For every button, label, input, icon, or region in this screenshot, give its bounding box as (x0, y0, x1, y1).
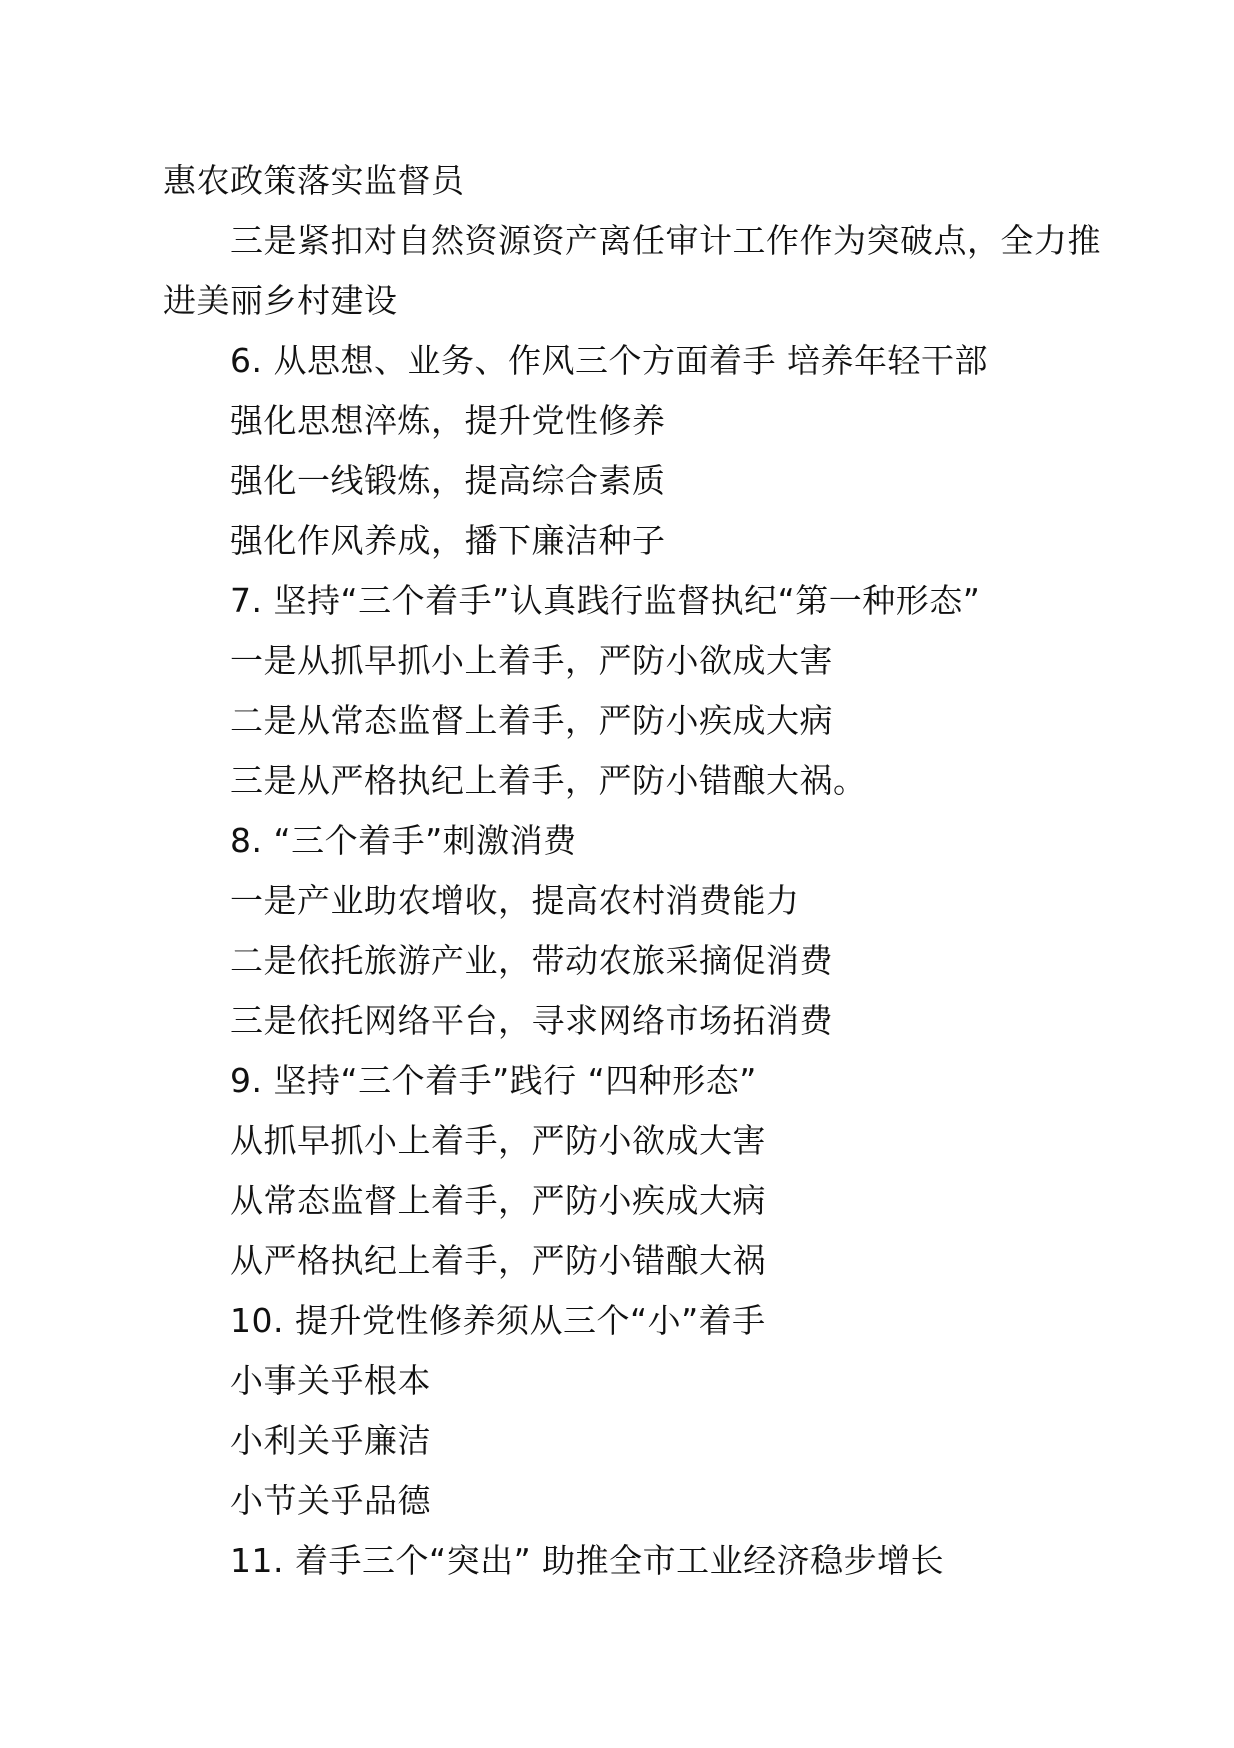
text-line: 二是从常态监督上着手，严防小疾成大病 (230, 701, 833, 740)
heading-10: 10. 提升党性修养须从三个“小”着手 (230, 1301, 766, 1340)
text-line: 三是依托网络平台，寻求网络市场拓消费 (230, 1001, 833, 1040)
text-line: 二是依托旅游产业，带动农旅采摘促消费 (230, 941, 833, 980)
text-line: 进美丽乡村建设 (163, 281, 398, 320)
text-line: 小节关乎品德 (230, 1481, 431, 1520)
heading-9: 9. 坚持“三个着手”践行 “四种形态” (230, 1061, 757, 1100)
text-line: 强化思想淬炼，提升党性修养 (230, 401, 666, 440)
text-line: 一是产业助农增收，提高农村消费能力 (230, 881, 800, 920)
text-line: 从严格执纪上着手，严防小错酿大祸 (230, 1241, 766, 1280)
text-line: 强化作风养成，播下廉洁种子 (230, 521, 666, 560)
text-line: 一是从抓早抓小上着手，严防小欲成大害 (230, 641, 833, 680)
heading-6: 6. 从思想、业务、作风三个方面着手 培养年轻干部 (230, 341, 988, 380)
text-line: 三是从严格执纪上着手，严防小错酿大祸。 (230, 761, 867, 800)
text-line: 强化一线锻炼，提高综合素质 (230, 461, 666, 500)
text-line: 惠农政策落实监督员 (163, 161, 465, 200)
text-line: 小利关乎廉洁 (230, 1421, 431, 1460)
text-line: 小事关乎根本 (230, 1361, 431, 1400)
heading-11: 11. 着手三个“突出” 助推全市工业经济稳步增长 (230, 1541, 945, 1580)
text-line: 三是紧扣对自然资源资产离任审计工作作为突破点，全力推 (230, 221, 1101, 260)
heading-8: 8. “三个着手”刺激消费 (230, 821, 577, 860)
text-line: 从抓早抓小上着手，严防小欲成大害 (230, 1121, 766, 1160)
text-line: 从常态监督上着手，严防小疾成大病 (230, 1181, 766, 1220)
heading-7: 7. 坚持“三个着手”认真践行监督执纪“第一种形态” (230, 581, 981, 620)
